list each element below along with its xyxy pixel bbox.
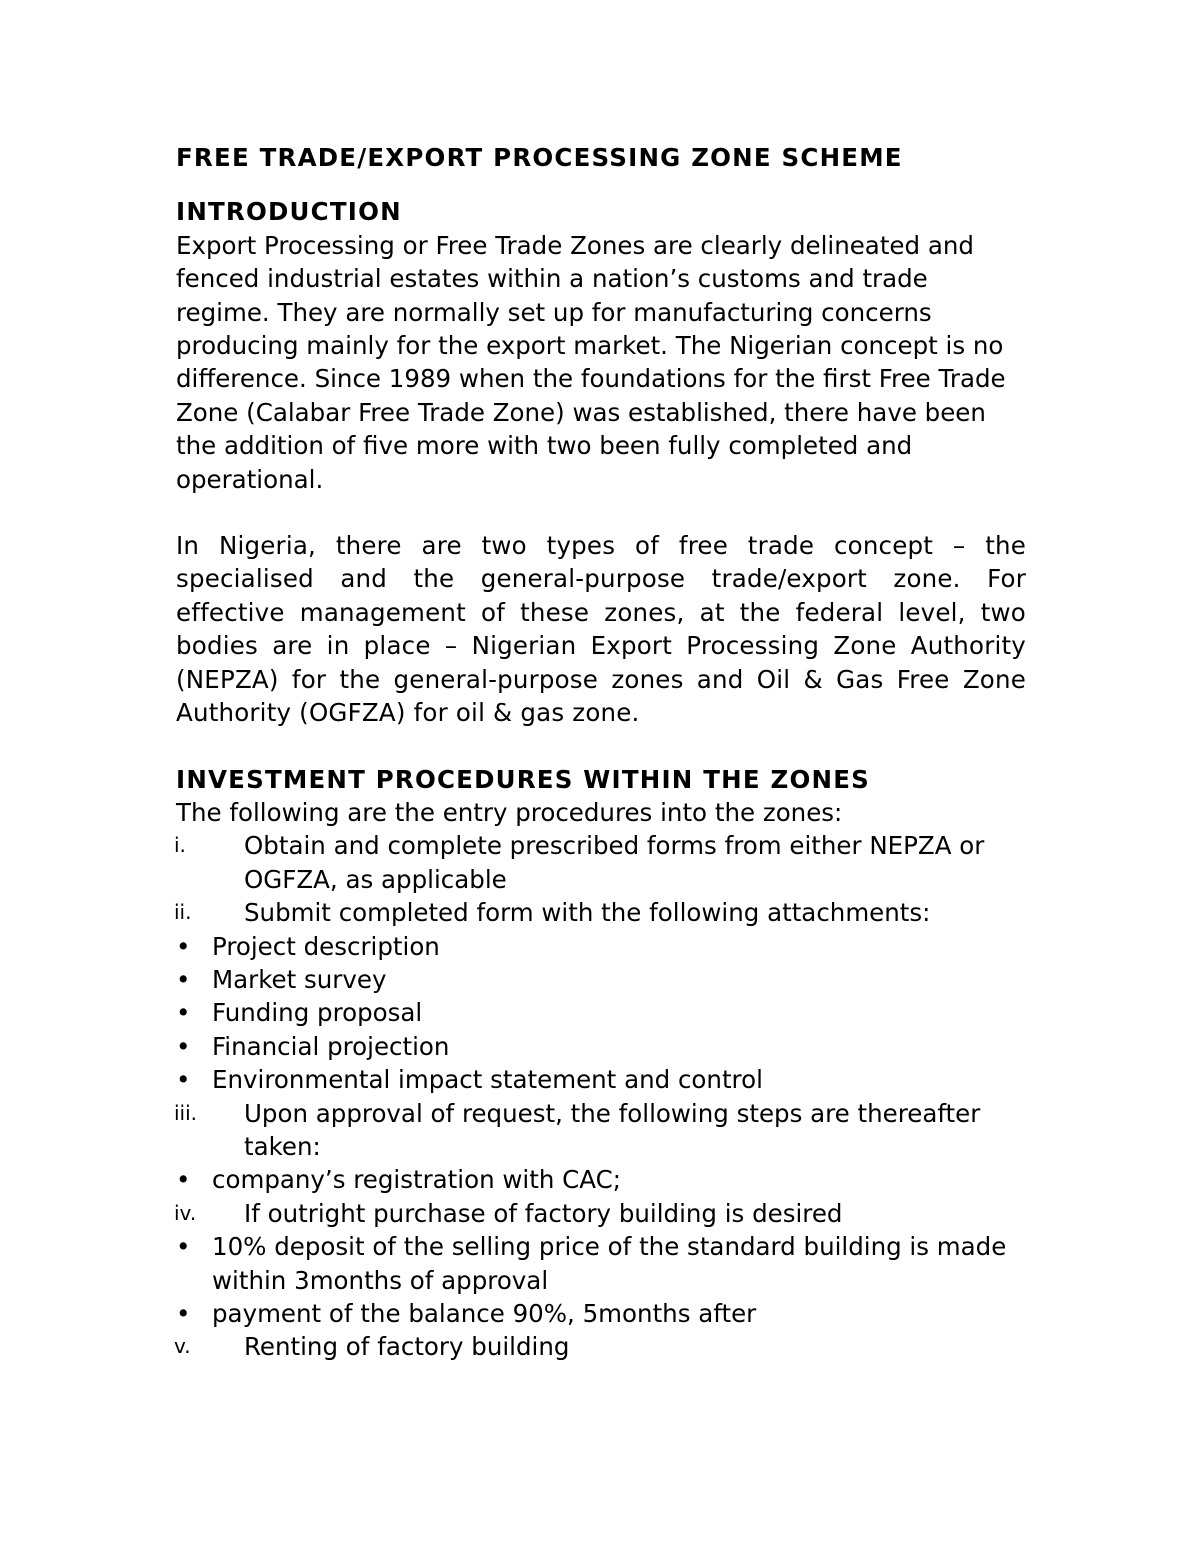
step-text: If outright purchase of factory building is desired <box>244 1198 843 1228</box>
bullet-text: company’s registration with CAC; <box>212 1165 621 1195</box>
procedure-step-ii <box>176 896 1026 929</box>
bullet-icon: • <box>176 1065 191 1095</box>
bullet-icon: • <box>176 931 191 961</box>
bullet-icon: • <box>176 1031 191 1061</box>
list-item <box>176 930 1026 963</box>
bullet-text: payment of the balance 90%, 5months after <box>212 1299 757 1328</box>
investment-intro: The following are the entry procedures into the zones: <box>176 797 843 827</box>
bullet-text: Project description <box>212 931 440 961</box>
list-item <box>176 963 1026 996</box>
list-item <box>176 1063 1026 1096</box>
step-text: Renting of factory building <box>244 1332 570 1362</box>
bullet-text: Market survey <box>212 964 387 994</box>
step-marker: v. <box>174 1334 191 1359</box>
list-item <box>176 1163 1026 1196</box>
bullet-text: Environmental impact statement and control <box>212 1065 763 1095</box>
introduction-paragraph-1: Export Processing or Free Trade Zones are clearly delineated and fenced industrial estates within a nation’s customs and trade regime. They are normally set up for manufacturing concerns producing mainly for the export market. The Nigerian concept is no difference. Since 1989 when the foundations for the first Free Trade Zone (Calabar Free Trade Zone) was established, there have been the addition of five more with two been fully completed and operational. <box>176 230 1006 494</box>
bullet-icon: • <box>176 964 191 994</box>
step-text: Obtain and complete prescribed forms from either NEPZA or OGFZA, as applicable <box>244 831 985 894</box>
step-marker: i. <box>174 833 186 858</box>
list-item <box>176 996 1026 1029</box>
introduction-heading: INTRODUCTION <box>176 197 402 227</box>
attachments-list <box>176 930 1026 1097</box>
bullet-text: Financial projection <box>212 1031 450 1061</box>
bullet-icon: • <box>176 1165 191 1195</box>
document-title: FREE TRADE/EXPORT PROCESSING ZONE SCHEME <box>176 143 903 172</box>
list-item <box>176 1230 1026 1297</box>
bullet-text: 10% deposit of the selling price of the standard building is made within 3months of approval <box>212 1232 1007 1295</box>
bullet-icon: • <box>176 1299 191 1328</box>
step-text: Upon approval of request, the following steps are thereafter taken: <box>244 1098 981 1161</box>
bullet-icon: • <box>176 1232 191 1262</box>
bullet-text: Funding proposal <box>212 998 423 1028</box>
step-marker: iii. <box>174 1100 198 1125</box>
list-item <box>176 1297 1026 1330</box>
procedure-step-iv <box>176 1197 1026 1230</box>
list-item <box>176 1030 1026 1063</box>
procedure-step-i <box>176 829 1026 896</box>
step-text: Submit completed form with the following attachments: <box>244 898 931 928</box>
step-marker: iv. <box>174 1200 197 1225</box>
bullet-icon: • <box>176 998 191 1028</box>
section-gap <box>176 730 1026 763</box>
procedure-step-iii <box>176 1097 1026 1164</box>
investment-heading: INVESTMENT PROCEDURES WITHIN THE ZONES <box>176 764 870 794</box>
procedure-step-v <box>176 1330 1026 1363</box>
step-marker: ii. <box>174 900 192 925</box>
document-page <box>176 141 1026 1364</box>
procedure-list <box>176 829 1026 1364</box>
introduction-paragraph-2: In Nigeria, there are two types of free trade concept – the specialised and the general-purpose trade/export zone. For effective management of these zones, at the federal level, two bodies are in place – Nigerian Export Processing Zone Authority (NEPZA) for the general-purpose zones and Oil & Gas Free Zone Authority (OGFZA) for oil & gas zone. <box>176 531 1026 728</box>
paragraph-gap <box>176 496 1026 529</box>
